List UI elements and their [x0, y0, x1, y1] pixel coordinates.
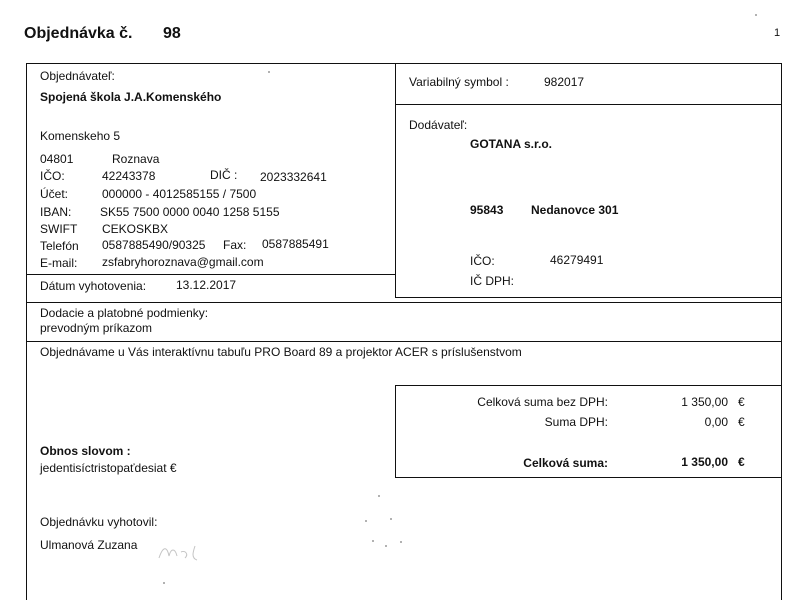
scan-speck	[755, 14, 757, 16]
buyer-swift-value: CEKOSKBX	[102, 222, 169, 236]
scan-speck	[400, 541, 402, 543]
terms-divider	[26, 341, 782, 342]
prepared-by-label: Objednávku vyhotovil:	[40, 515, 158, 529]
supplier-ico-label: IČO:	[470, 254, 495, 268]
frame-left-border	[26, 63, 27, 600]
frame-right-border	[781, 63, 782, 600]
net-total-currency: €	[738, 395, 745, 409]
totals-box-left	[395, 385, 396, 478]
vat-total-label: Suma DPH:	[544, 415, 608, 429]
handwritten-signature	[155, 540, 215, 564]
buyer-box-divider	[26, 274, 395, 275]
amount-in-words-label: Obnos slovom :	[40, 444, 131, 458]
vat-total-currency: €	[738, 415, 745, 429]
issue-date-label: Dátum vyhotovenia:	[40, 279, 147, 293]
buyer-box-bottom	[26, 302, 782, 303]
variable-symbol-value: 982017	[544, 75, 585, 89]
buyer-email-value: zsfabryhoroznava@gmail.com	[102, 255, 264, 269]
amount-in-words-value: jedentisíctristopaťdesiat €	[40, 461, 177, 475]
totals-box-bottom	[395, 477, 782, 478]
issue-date-value: 13.12.2017	[176, 278, 237, 292]
scan-speck	[390, 518, 392, 520]
buyer-email-label: E-mail:	[40, 256, 78, 270]
supplier-label: Dodávateľ:	[409, 118, 468, 132]
buyer-fax-label: Fax:	[223, 238, 247, 252]
net-total-value: 1 350,00	[681, 395, 728, 409]
frame-top-border	[26, 63, 782, 64]
grand-total-currency: €	[738, 455, 745, 469]
document-title: Objednávka č.	[24, 25, 133, 42]
buyer-dic-value: 2023332641	[260, 170, 327, 184]
buyer-ico-value: 42243378	[102, 169, 156, 183]
buyer-phone-value: 0587885490/90325	[102, 238, 206, 252]
terms-value: prevodným príkazom	[40, 321, 153, 335]
grand-total-label: Celková suma:	[523, 456, 608, 470]
header-column-divider	[395, 63, 396, 298]
net-total-label: Celková suma bez DPH:	[477, 395, 608, 409]
buyer-postal-code: 04801	[40, 152, 74, 166]
vat-total-value: 0,00	[704, 415, 728, 429]
order-description: Objednávame u Vás interaktívnu tabuľu PRO Board 89 a projektor ACER s príslušenstvom	[40, 345, 522, 359]
terms-label: Dodacie a platobné podmienky:	[40, 306, 209, 320]
buyer-street: Komenskeho 5	[40, 129, 121, 143]
buyer-name: Spojená škola J.A.Komenského	[40, 90, 222, 104]
order-number: 98	[163, 25, 181, 42]
prepared-by-name: Ulmanová Zuzana	[40, 538, 138, 552]
scan-speck	[385, 545, 387, 547]
grand-total-value: 1 350,00	[681, 455, 728, 469]
buyer-fax-value: 0587885491	[262, 237, 329, 251]
supplier-postal-code: 95843	[470, 203, 504, 217]
buyer-account-label: Účet:	[40, 187, 69, 201]
scan-speck	[378, 495, 380, 497]
scan-speck	[163, 582, 165, 584]
buyer-account-value: 000000 - 4012585155 / 7500	[102, 187, 257, 201]
buyer-iban-value: SK55 7500 0000 0040 1258 5155	[100, 205, 280, 219]
supplier-address: Nedanovce 301	[531, 203, 619, 217]
variable-symbol-label: Variabilný symbol :	[409, 75, 509, 89]
variable-symbol-divider	[395, 104, 782, 105]
scan-speck	[365, 520, 367, 522]
supplier-box-bottom	[395, 297, 782, 298]
page-number: 1	[774, 27, 781, 39]
buyer-phone-label: Telefón	[40, 239, 79, 253]
buyer-ico-label: IČO:	[40, 169, 65, 183]
supplier-name: GOTANA s.r.o.	[470, 137, 553, 151]
buyer-swift-label: SWIFT	[40, 222, 78, 236]
supplier-icdph-label: IČ DPH:	[470, 274, 515, 288]
scan-speck	[372, 540, 374, 542]
totals-box-top	[395, 385, 782, 386]
supplier-ico-value: 46279491	[550, 253, 604, 267]
buyer-label: Objednávateľ:	[40, 69, 115, 83]
buyer-iban-label: IBAN:	[40, 205, 72, 219]
buyer-dic-label: DIČ :	[210, 168, 238, 182]
buyer-city: Roznava	[112, 152, 160, 166]
scan-speck	[268, 71, 270, 73]
